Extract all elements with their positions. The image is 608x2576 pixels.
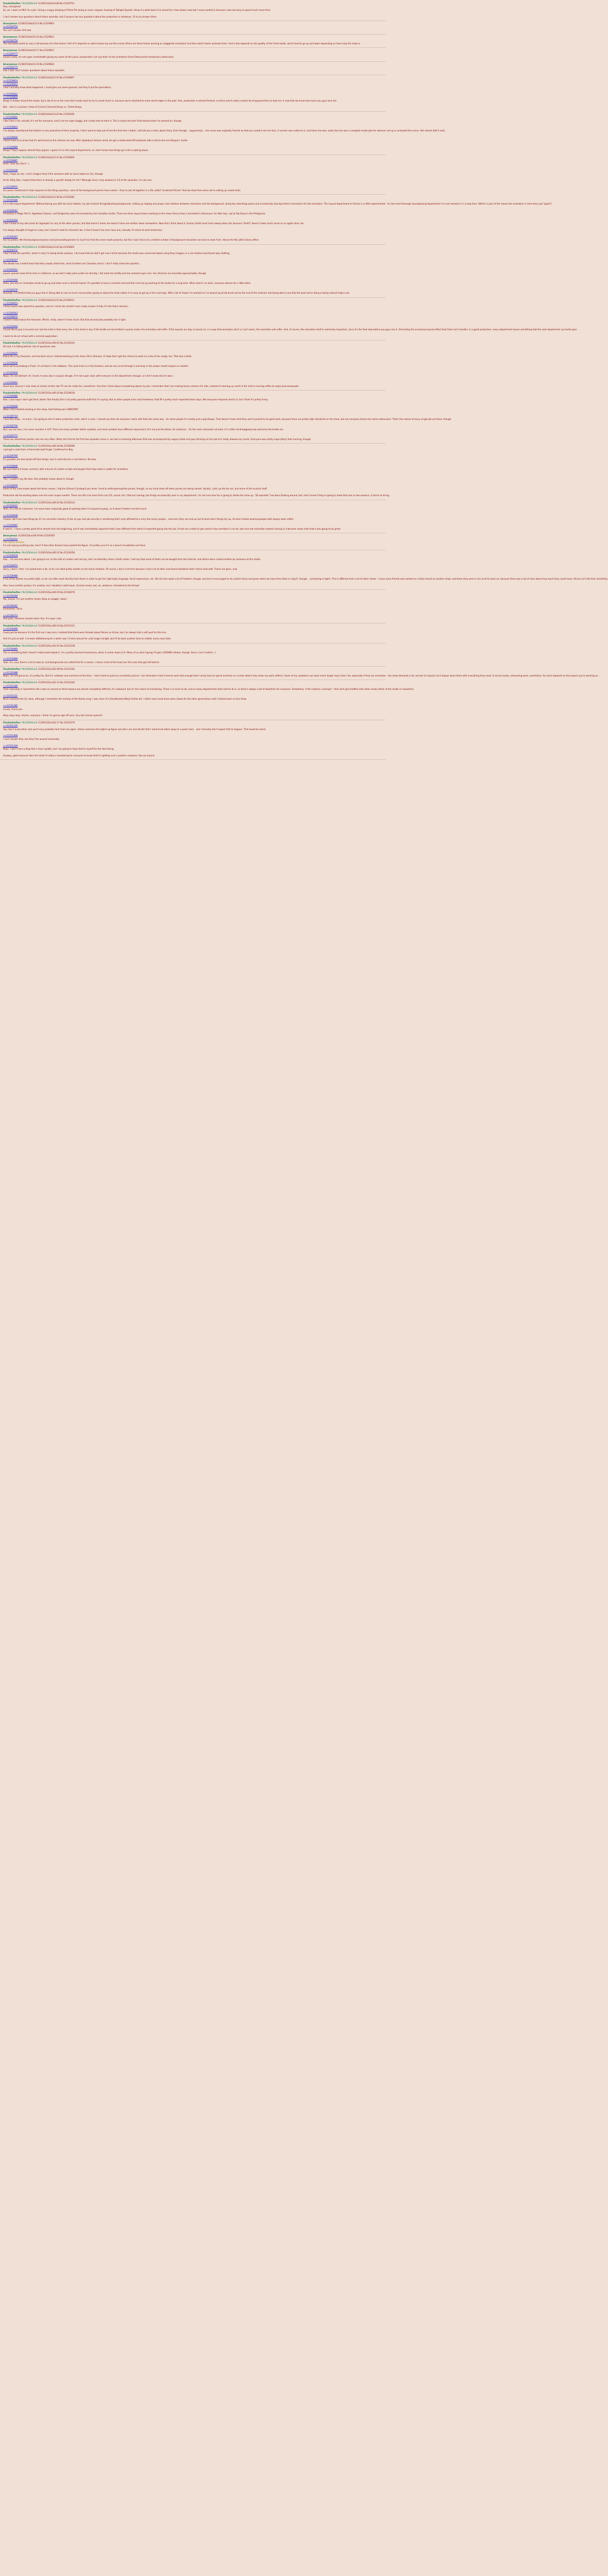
post-text: We use Flash 8 (I know, ancient), with a bunch of custom scripts and plugins that help make it usable for animation. bbox=[3, 467, 129, 470]
post-text: I don't know the specifics, which is why I'm being kinda cautious. I do know that we didn't get cow t-shirts because the studio was concerned about using Pony imagery in a non-Hasbro-sanctioned way. Sadfrog. bbox=[3, 252, 230, 255]
post-text: Haha, yes and no. Animation tends to go up and down and is contract based. It's possible to have a contract end and then not end up working at the studio for a long time. When there's no work, everyone dances for a little while. bbox=[3, 282, 251, 285]
post-text: Lauren spends most of her time in California, so we don't really work under her directly. I did meet her briefly and she seemed super nice. Our directors are all pretty approachable, though. bbox=[3, 272, 207, 275]
post-date: 11/28/15(Sat)23:17 No.21529817 bbox=[18, 49, 55, 52]
post-date: 11/28/15(Sat)23:18 No.21529823 bbox=[18, 62, 55, 65]
reply-link[interactable]: >>21529824 bbox=[3, 126, 18, 129]
tripcode: !!NsYJOEbkhxS bbox=[21, 644, 38, 647]
reply-link[interactable]: >>21531180 bbox=[3, 684, 18, 687]
post-text: I just got a note from a friend who built Angel. Confirmed he Boy. bbox=[3, 448, 74, 451]
post-text: Lovely, thank you. bbox=[3, 707, 23, 710]
post-text: almost ready. I'm not super comfortable giving my name at this point, except that I can say that I'm the animation friend Ostrocurtial mentioned a while back bbox=[3, 56, 174, 59]
tripcode: !!NsYJOEbkhxS bbox=[21, 245, 38, 248]
post-body bbox=[3, 79, 384, 109]
post-text: Some of the crew knows about the fanon names. I dig the Octavia Cyndaquil you draw. I tend to anthropomorphize ponies, though, so my mind shuts off when ponies are being named. Vocally, I pick up the fan art, and some of the musical stuff. bbox=[3, 487, 268, 490]
tripcode: !!NsYJOEbkhxS bbox=[21, 624, 38, 627]
poster-name: FlashinthePan bbox=[3, 445, 21, 448]
post-4 bbox=[0, 62, 386, 75]
post-text: Hello! Glad you like it. :) bbox=[3, 162, 29, 165]
thread bbox=[0, 0, 608, 760]
post-6 bbox=[0, 112, 446, 155]
post-body bbox=[3, 554, 608, 587]
reply-link[interactable]: >>21529671 bbox=[3, 315, 18, 318]
post-18 bbox=[0, 623, 386, 643]
reply-link[interactable]: >>21529938 bbox=[3, 514, 18, 517]
post-date: 11/28/15(Sat)23:42 No.21529605 bbox=[38, 245, 75, 248]
reply-link[interactable]: >>21531221 bbox=[3, 694, 18, 697]
tripcode: !!NsYJOEbkhxS bbox=[21, 591, 38, 594]
post-date: 11/29/15(Sun)01:01 No.21531238 bbox=[38, 644, 75, 647]
post-2 bbox=[0, 35, 386, 48]
post-text: Eeeeeeeeh. Sorry. bbox=[3, 607, 23, 611]
post-text: Friendship is Magic Part II, Applebuck Season, and Dragonshy were all animated by the Canadian studio. There are three layout teams working on the show. Every show is animated in Vancouver. So after two, I go to Top Draw in the Philippines. bbox=[3, 212, 266, 215]
post-body bbox=[3, 648, 384, 664]
reply-link[interactable]: >>21530080 bbox=[3, 574, 18, 577]
reply-link[interactable]: >>21530900 bbox=[3, 628, 18, 631]
post-body bbox=[3, 448, 390, 498]
post-text: Yeah, I hope so, too. I can't imagine they'd fire someone with as much talent as him, though. bbox=[3, 172, 103, 175]
post-text: When I first started working on the show, that feeling was CONSTANT. bbox=[3, 408, 79, 411]
poster-name: FlashinthePan bbox=[3, 591, 21, 594]
tripcode: !!NsYJOEbkhxS bbox=[21, 196, 38, 199]
reply-link[interactable]: >>21529714 bbox=[3, 414, 18, 417]
post-10 bbox=[0, 298, 578, 341]
reply-link[interactable]: >>21529771 bbox=[3, 434, 18, 437]
reply-link[interactable]: >>21529297 bbox=[3, 235, 18, 238]
reply-link[interactable]: >>21530018 bbox=[3, 554, 18, 557]
post-text: I haven't heard about the Smoozes. Which, really, doesn't mean much. But that second post probably has it right. bbox=[3, 318, 126, 321]
reply-link[interactable]: >>21529822 bbox=[3, 92, 18, 95]
reply-link[interactable]: >>21529241 bbox=[3, 209, 18, 212]
post-text: Okay okay okay, thanks, everyone. I think I'm gonna sign off soon. Any last minute queries? bbox=[3, 714, 103, 717]
reply-link[interactable]: >>21529699 bbox=[3, 404, 18, 408]
post-text: There are sometimes parties, but not very often. When the first for the first two episodes came in, we had a screening afternoon that was accompanied by sugary treats and pop (drinking on the job isn't really allowed any more). Everyone was pretty super-jittery that morning, though. bbox=[3, 437, 311, 440]
post-text: Yeah, it's a bit of a bummer. I've never been especially good at working when I'm buzzed anyway, so it doesn't bother me that much. bbox=[3, 507, 147, 511]
post-date: 11/29/15(Sun)01:13 No.21531404 bbox=[38, 681, 75, 684]
post-text: Good luck, bronny! I only draw at school; at this rate TV can be really fun, sometimes. Any time I think about complaining about my job, I remember that I am making funny cartoons for kids, instead of cleaning up vomit in the mall or serving coffee to angry businesspeople. bbox=[3, 384, 300, 387]
reply-link[interactable]: >>21530373 bbox=[3, 614, 18, 617]
tripcode: !!NsYJOEbkhxS bbox=[21, 156, 38, 159]
post-text: Could just be because it's the first one I saw once I realized that there were threads about Ponies on 4chan, but I've always had a soft spot for this one. bbox=[3, 631, 167, 634]
post-text: Derpy? They'll appear when/if they appear. I guess I'm in the Layout department, so I don't know how things go in the scripting phase. bbox=[3, 149, 149, 152]
tripcode: !!NsYJOEbkhxS bbox=[21, 298, 38, 301]
reply-link[interactable]: >>21530073 bbox=[3, 564, 18, 567]
poster-name: FlashinthePan bbox=[3, 112, 21, 115]
post-11 bbox=[0, 341, 386, 391]
post-7 bbox=[0, 155, 386, 195]
post-body bbox=[3, 116, 446, 152]
post-body bbox=[3, 538, 384, 548]
post-body bbox=[3, 66, 384, 73]
reply-link[interactable]: >>21529879 bbox=[3, 484, 18, 487]
poster-name: FlashinthePan bbox=[3, 156, 21, 159]
reply-link[interactable]: >>21529814 bbox=[3, 79, 18, 82]
post-body bbox=[3, 53, 384, 59]
post-date: 11/29/15(Sun)01:17 No.21531470 bbox=[38, 721, 75, 724]
reply-link[interactable]: >>21530985 bbox=[3, 648, 18, 651]
reply-link[interactable]: >>21529777 bbox=[3, 52, 18, 55]
post-text: Derpy is known around the studio, but a lot of us on the crew don't really want to try to sneak much in, because we're shackled to some weird edges in the past. Also, production is almost finished, so there aren't really a whole lot of opportunities to drop her in now that we know how much you guys love her. bbox=[3, 99, 337, 102]
reply-link[interactable]: >>21529593 bbox=[3, 325, 18, 328]
post-body bbox=[3, 395, 452, 441]
post-text: Never watched the G1 show, although I remember the melody of the theme song. I was more of a Ghostbusters/Ninja Turtles kid. I didn't even know there were shows for the other generations until I started work on this show. bbox=[3, 698, 247, 701]
poster-name: FlashinthePan bbox=[3, 392, 21, 395]
poster-name: Anonymous bbox=[3, 22, 18, 25]
tripcode: !!NsYJOEbkhxS bbox=[21, 501, 38, 504]
tripcode: !!NsYJOEbkhxS bbox=[21, 721, 38, 724]
post-date: 11/29/15(Sun)01:08 No.21531342 bbox=[38, 668, 75, 671]
reply-link[interactable]: >>21529636 bbox=[3, 361, 18, 364]
post-body bbox=[3, 628, 384, 641]
reply-link[interactable]: >>21529754 bbox=[3, 39, 18, 42]
post-text: I'm not saying anything new, here? A few other bronies have posted the figure. I'm pretty sure it's on a bunch of websites out there. bbox=[3, 544, 146, 547]
poster-name: Anonymous bbox=[3, 62, 18, 65]
post-text: Pinkie Pie is my favourite, and has been since I started working on the show. She's hilarious. It helps that I got the chance to work on a few of her songs, too. That was a blast. bbox=[3, 355, 192, 358]
reply-link[interactable]: >>21530022 bbox=[3, 504, 18, 507]
post-body bbox=[3, 249, 384, 295]
post-text: I've always maintained that Hasbro is very protective of their property. I don't want to step out of line the first time I debut, I will tell you a story about Glory. Even though... (apparently)... the scene was originally framed so that you couldn't see her face. A version was called on it, and there she was. Looks like she was a complete inside joke for whoever set up or animated the scene. She almost didn't exist. bbox=[3, 129, 446, 132]
post-date: 11/29/15(Sun)00:53 No.21531121 bbox=[38, 624, 75, 627]
reply-link[interactable]: >>21531419 bbox=[3, 744, 18, 747]
post-text: Also, have another picture. It's another one I doodled a while back. Ancient meme, but, uh, whatever. Unrelated to the thread. bbox=[3, 584, 140, 587]
reply-link[interactable]: >>21529813 bbox=[3, 82, 18, 86]
post-8 bbox=[0, 195, 552, 245]
post-text: Anyway, glad everyone likes the show! It really is heartening for everyone to know that it's getting such a positive response. See ya around. bbox=[3, 754, 155, 757]
post-text: I'd just like to pop in to point out, but the truth is that every line in the sheet is key. If the builds are too limited or poorly made, the animation will suffer. If the layouts are lazy or poorly (or, in a way that animators don't or can't work), the animation will suffer. And, of course, the animation itself is extremely important, since it's the final step before you guys see it. (Excluding the occasional special effect that Flash can't handle). In a good production, every department leaves something that the next department can build upon. bbox=[3, 328, 578, 331]
post-text: Sorry, I don't, I feel. I've lurked here a lot, so far I've liked pretty handle on the 4chan fanbase. Of course, I don't visit here because I had a lot of other new-found deadlines that I had to deal with. Those are gone, now. bbox=[3, 567, 238, 570]
tripcode: !!NsYJOEbkhxS bbox=[21, 551, 38, 554]
post-date: 11/28/15(Sat)23:08 No.21529754 bbox=[38, 2, 75, 5]
post-text: This, I couldn't say. No idea. She probably knows about it, though. bbox=[3, 478, 75, 481]
reply-link[interactable]: >>21529366 bbox=[3, 278, 18, 281]
post-text: I can't answer that, but they'll be around eventually. bbox=[3, 737, 60, 740]
poster-name: FlashinthePan bbox=[3, 2, 21, 5]
tripcode: !!NsYJOEbkhxS bbox=[21, 112, 38, 115]
post-19 bbox=[0, 643, 386, 667]
post-text: And yeah, someone should colour this. It's super cute. bbox=[3, 617, 62, 620]
post-text: And it's just as well. I've been dddeblening for a while now. I'll stick around for a bit longer tonight, but I'll be back another time to chatter some more later. bbox=[3, 637, 171, 640]
poster-name: FlashinthePan bbox=[3, 342, 21, 345]
reply-link[interactable]: >>21529816 bbox=[3, 135, 18, 139]
post-text: I've always thought of Angel as a boy, but I haven't read his character bio. (I don't know if we even have one, actually. I'll check at work tomorrow.) bbox=[3, 229, 163, 232]
post-body bbox=[3, 345, 384, 388]
post-text: As for Ditzy Doo, I expect that there is already a specific design for her? Although since I only worked on 1/3 of the episodes, I'm not sure. bbox=[3, 179, 152, 182]
reply-link[interactable]: >>21529543 bbox=[3, 312, 18, 315]
reply-link[interactable]: >>21529180 bbox=[3, 199, 18, 202]
reply-link[interactable]: >>21529256 bbox=[3, 218, 18, 222]
post-text: Hah... I'm not sure about. I am going to err on the side of caution and not say, lest I accidentally share a fanfic writer. I will say that some of them can be bought from the internet, and others were custom-written by someone at the studio. bbox=[3, 557, 261, 561]
post-text: You can't answer shit now bbox=[3, 28, 31, 31]
reply-link[interactable]: >>21530314 bbox=[3, 537, 18, 540]
post-text: Yep! Don't know when, but you'll very probably hear from me again. Unless someone the higher-up figure out who I am and decide that I need to be taken away to a quiet room... but I honestly don't expect that to happen. That would be weird. bbox=[3, 727, 266, 731]
post-body bbox=[3, 5, 384, 19]
post-text: It wasn't.. I have a pretty good drive almost from the beginning, and it was immediately apparent that it was different from what I'd expected going into the job. It took me a while to get used to how overdone it can be, but once the animation started coming in it became really clear that it was going to be great. bbox=[3, 527, 341, 530]
post-text: Production will be winding down over the next couple months. There are still a lot more final cuts (FX, sound, etc.) that are coming, but things are basically over in my department. I'm not sure how fun is going to divide the show up. "26 episodes" has been floating around, but I don't know if they're going to make that one or two seasons, in terms of airing. bbox=[3, 494, 390, 497]
post-date: 11/29/15(Sun)00:32 No.21530356 bbox=[38, 551, 75, 554]
reply-link[interactable]: >>21529754 bbox=[3, 25, 18, 28]
reply-link[interactable]: >>21531285 bbox=[3, 704, 18, 707]
post-12 bbox=[0, 391, 452, 444]
poster-name: FlashinthePan bbox=[3, 76, 21, 79]
post-body bbox=[3, 39, 384, 46]
poster-name: Anonymous bbox=[3, 36, 18, 39]
post-date: 11/29/15(Sun)00:10 No.21530030 bbox=[38, 392, 75, 395]
post-body bbox=[3, 159, 384, 192]
post-text: Thanks! We'll see how things go. It's an uncertain industry. It has its ups, but job security is something that's only afforded to a very few senior people... and even they can end up out of work when things dry up. At least it beats businesspeople with always work coffee. bbox=[3, 517, 294, 520]
post-text: Yeah. It's, cool, there's a lot to look at, and backgrounds are called that for a reason. I mourn most of the heat over the ones that got left behind. bbox=[3, 660, 160, 664]
post-body bbox=[3, 199, 552, 242]
post-text: Hey, everypony! bbox=[3, 5, 21, 8]
reply-link[interactable]: >>21531088 bbox=[3, 671, 18, 674]
reply-link[interactable]: >>21529820 bbox=[3, 96, 18, 99]
post-text: I think Lauren was asked this question, and as I recall she couldn't even really answer it fully. It's the Hub's decision. bbox=[3, 305, 129, 308]
post-text: As Lauren mentioned in that response to the Derpy question, none of the background ponies have names - they're just all together in a file called "Incidental Ponies" that we draw from when we're setting up crowd shots. bbox=[3, 189, 241, 192]
reply-link[interactable]: >>21529376 bbox=[3, 288, 18, 291]
reply-link[interactable]: >>21531335 bbox=[3, 724, 18, 727]
post-text: Did I see her face, I've never counted. A LOT. There are many symbols within symbols, and most symbols have different expressions (I'm not just the blinks, for instance)... for the main characters at least, it's a little mind-boggling how extensive the builds are. bbox=[3, 428, 284, 431]
post-text: The animation tends to vary a lot because of a few factors. Part of it depends on which teams lay out the scenes (there are three teams working on staggered schedules) and then which teams animate them. And it also depends on the quality of the Flash builds, which tend to go up and down depending on how crazy the show is. bbox=[3, 42, 361, 45]
poster-name: FlashinthePan bbox=[3, 196, 21, 199]
tripcode: !!NsYJOEbkhxS bbox=[21, 668, 38, 671]
reply-link[interactable]: >>21529997 bbox=[3, 524, 18, 527]
reply-link[interactable]: >>21529851 bbox=[3, 474, 18, 477]
post-date: 11/29/15(Sun)00:18 No.21530049 bbox=[38, 445, 75, 448]
post-1 bbox=[0, 21, 386, 35]
post-17 bbox=[0, 590, 386, 623]
reply-link[interactable]: >>21529756 bbox=[3, 425, 18, 428]
reply-link[interactable]: >>21529795 bbox=[3, 454, 18, 457]
reply-link[interactable]: >>21529351 bbox=[3, 268, 18, 272]
post-text: I'm in the Layout department. Without boring you with too much details, my job involves fixing/adjusting backgrounds, setting up staging and proper size relations between characters and the background, doing key (standing) poses and occasionally leaving further instructions for the animators. The Layout department on Ponies is a little experimental - it's the most thorough layout/posing department I've ever worked in in a long time. (Which is part of the reason the animation is more than just "good"). bbox=[3, 202, 552, 205]
post-text: Fair to protect. We find background ponies (and personality/ponies) so much fun that the scene reads properly, but like I said, there are a limited number of background characters we have to work from. Hence the My Little Colony effect. bbox=[3, 239, 259, 242]
post-text: I like Flash a lot, actually. It's not for everyone, and it can be super buggy, but I know how to tame it. This is easily the best Flash-based show I've worked on, though. bbox=[3, 119, 182, 122]
reply-link[interactable]: >>21529661 bbox=[3, 381, 18, 384]
poster-name: FlashinthePan bbox=[3, 298, 21, 301]
post-20 bbox=[0, 667, 599, 680]
post-14 bbox=[0, 500, 386, 534]
reply-link[interactable]: >>21531400 bbox=[3, 734, 18, 737]
post-text: Like I said, can't answer questions about future episodes. bbox=[3, 69, 65, 72]
post-body bbox=[3, 25, 384, 32]
post-date: 11/28/15(Sat)23:25 No.21529169 bbox=[38, 112, 75, 115]
poster-name: Anonymous bbox=[3, 534, 18, 537]
reply-link[interactable]: >>21529880 bbox=[3, 145, 18, 148]
poster-name: FlashinthePan bbox=[3, 668, 21, 671]
post-text: Hah, I sure hope I don't get fired, either! But frankly this is all pretty general stuff that I'm saying. But as other people have said elsewhere, Rudi M is pretty much expected these days. Not everyone responds well to it, but I think it's pretty funny. bbox=[3, 398, 269, 401]
reply-link[interactable]: >>21529272 bbox=[3, 249, 18, 252]
post-text: Nope, I'm not Dothard. As I recall, he was also in Layout, though. (I'm not super close with everyone in the department, though, so I don't know who he was.) bbox=[3, 375, 173, 378]
post-3 bbox=[0, 48, 386, 61]
post-text: I seem to do art school with a nominal application. bbox=[3, 335, 58, 338]
post-body bbox=[3, 671, 599, 678]
post-text: The Studio has a talent base that they usually draw from, most of whom are Canadian actors. I don't really know the specifics. bbox=[3, 262, 140, 265]
reply-link[interactable]: >>21529801 bbox=[3, 116, 18, 119]
reply-link[interactable]: >>21529109 bbox=[3, 169, 18, 172]
post-13 bbox=[0, 444, 390, 500]
reply-link[interactable]: >>21529775 bbox=[3, 66, 18, 69]
post-text: Nope. I don't have a blog that I never update, but I am going to keep that to myself for the time being. bbox=[3, 747, 114, 750]
reply-link[interactable]: >>21529806 bbox=[3, 464, 18, 467]
post-22 bbox=[0, 720, 386, 760]
post-body bbox=[3, 302, 578, 338]
tripcode: !!NsYJOEbkhxS bbox=[21, 342, 38, 345]
reply-link[interactable]: >>21530241 bbox=[3, 604, 18, 607]
post-body bbox=[3, 504, 384, 531]
poster-name: FlashinthePan bbox=[3, 644, 21, 647]
tripcode: !!NsYJOEbkhxS bbox=[21, 445, 38, 448]
post-date: 11/28/15(Sat)23:51 No.21529613 bbox=[38, 298, 75, 301]
post-text: 126 replies omitted bbox=[3, 540, 24, 544]
post-date: 11/29/15(Sun)00:25 No.21530314 bbox=[38, 501, 75, 504]
post-text: I love this show... so much. I am going to miss it when production ends, which is soon. I should say that not everyone I work with feels the same way - for some people it's mostly just a paycheque. That doesn't mean that they aren't pushed to do good work, because there are pretty high standards on the show, but not everyone shares the same enthusiasm. That's the nature of every single job out there, though. bbox=[3, 418, 452, 421]
post-text: Honestly, I'm thrilled that you guys like it. Being able to see so much conversation going on about the show makes it so easy to get up in the mornings. With a lot of shows I've worked on I've wound up kinda burnt out by the end of the contract, but being able to see that the work we're doing is being noticed helps a lot. bbox=[3, 292, 350, 295]
post-15 bbox=[0, 533, 386, 550]
reply-link[interactable]: >>21529971 bbox=[3, 185, 18, 189]
tripcode: !!NsYJOEbkhxS bbox=[21, 681, 38, 684]
post-text: Aw, shucks. I'm just another lonely. Keep on pluggin' away! bbox=[3, 597, 67, 600]
post-body bbox=[3, 684, 414, 718]
post-text: That's basically it. Sometimes the crews on second or third seasons are almost completely different. It's awkward, but it's the nature of scheduling. There's so much to do, and so many departments that need to do it, so there's always a bit of downtime for everyone. Sometimes, if the industry is bumpin'', then we'll get shuffled onto other shows either at the studio or elsewhere. bbox=[3, 688, 414, 691]
reply-link[interactable]: >>21529337 bbox=[3, 259, 18, 262]
post-5 bbox=[0, 75, 386, 112]
post-date: 11/29/15(Sun)00:35 No.21530470 bbox=[38, 591, 75, 594]
post-text: So, uh, I work on MLP. As a job. I bring a crappy drawing of Pinkie Pie doing an even crappier drawing of Twilight Sparkle. Draw it a while back (I've lurked for a few weeks now) but I never posted it, because I was too busy to spend much more time. bbox=[3, 8, 271, 11]
poster-name: FlashinthePan bbox=[3, 681, 21, 684]
poster-name: Anonymous bbox=[3, 49, 18, 52]
post-text: I don't actually know what happened. I could give you some guesses, but they'd just be speculation. bbox=[3, 86, 112, 89]
reply-link[interactable]: >>21529087 bbox=[3, 159, 18, 162]
tripcode: !!NsYJOEbkhxS bbox=[21, 76, 38, 79]
post-text: I think most of us know that it's well-loved on the internet, by now. After Applebuck Season aired, we got a studio-wide IM broadcast with a link to the one Shipper's Guide. bbox=[3, 139, 188, 142]
post-date: 11/29/15(Sun)00:02 No.21530142 bbox=[38, 342, 75, 345]
reply-link[interactable]: >>21529625 bbox=[3, 351, 18, 354]
poster-name: FlashinthePan bbox=[3, 245, 21, 248]
reply-link[interactable]: >>21529680 bbox=[3, 395, 18, 398]
reply-link[interactable]: >>21529658 bbox=[3, 371, 18, 375]
post-date: 11/28/15(Sat)23:36 No.21529180 bbox=[38, 196, 75, 199]
post-text: But... here is a picture I drew of Correct Coloured Derpy vs. Tinted Derpy. bbox=[3, 106, 82, 109]
post-date: 11/28/15(Sat)23:16 No.21529811 bbox=[18, 36, 55, 39]
post-16 bbox=[0, 550, 608, 590]
post-date: 11/28/15(Sat)23:31 No.21529009 bbox=[38, 156, 75, 159]
post-body bbox=[3, 595, 384, 621]
post-text: I don't know of any last name for Applejack (or any of the other ponies), but that doesn't mean she doesn't have one written down somewhere. Now that I think about it, Granny Smith must have always been old, because "Smith" doesn't make much sense as an apple store. Ha. bbox=[3, 222, 304, 225]
reply-link[interactable]: >>21530369 bbox=[3, 594, 18, 597]
post-text: Oh lord, I'm falling behind, lots of questions now. bbox=[3, 345, 56, 348]
tripcode: !!NsYJOEbkhxS bbox=[21, 2, 38, 5]
post-text: Since we're animating in Flash, it's all done in the software. The vocal track is in the timeline, and we can scrub through it and drop in the proper mouth shapes as needed. bbox=[3, 365, 189, 368]
poster-name: FlashinthePan bbox=[3, 721, 21, 724]
post-text: I can't answer any questions about future episodes, but if anyone has any questions about the production or whatever, I'll try to answer them. bbox=[3, 15, 158, 18]
post-text: A lot of the boards are pretty tight, so we can often work directly from those in order to get the right body language, facial expressions, etc. We do have quite a lot of freedom, though, and we're encouraged to do custom faces and poses when we have time (that is a big IF, though... scheduling is tight). This is different from a lot of other shows - I have some friends who worked on a Sonic board on another show, and there they were in fun at all to work on, because there was a lot of rules about how much they could move. Ponies isn't like that, thankfully. bbox=[3, 577, 608, 580]
post-0 bbox=[0, 1, 386, 21]
post-date: 11/28/15(Sat)23:14 No.21529801 bbox=[18, 22, 55, 25]
post-text: Nope, I'm not gonna lie, it's pretty fun. But it's rainbows and sunshine all the time - I don't want to paint an unrealistic picture. I am fortunate in that I tend to work fast enough that I rarely have to spend overtime on a show (which may mean my work suffers). Some of my coworkers can work much longer hours than I do, especially if they are animators - the show demands a lot, and we (in layout) can't always leave them with everything they need. It can be lonely, exhausting work, sometimes. So much depends on the project you're working on. bbox=[3, 674, 599, 677]
post-date: 11/29/15(Sun)00:29 No.21530362 bbox=[18, 534, 55, 537]
post-text: It's possible she was based off that design, but it could also be a coincidence. No idea. bbox=[3, 457, 97, 461]
post-body bbox=[3, 724, 384, 757]
post-21 bbox=[0, 680, 414, 720]
poster-name: FlashinthePan bbox=[3, 624, 21, 627]
post-9 bbox=[0, 245, 386, 298]
post-text: This is something that I haven't really heard about it. I'm a pretty low-level functionary, when it comes down to it. Many of us were hoping it'll get a DVD/BD release, though. Sorry I can't confirm. :( bbox=[3, 651, 216, 654]
reply-link[interactable]: >>21529613 bbox=[3, 302, 18, 305]
reply-link[interactable]: >>21530986 bbox=[3, 657, 18, 660]
poster-name: FlashinthePan bbox=[3, 551, 21, 554]
tripcode: !!NsYJOEbkhxS bbox=[21, 392, 38, 395]
post-date: 11/28/15(Sat)23:19 No.21529897 bbox=[38, 76, 75, 79]
poster-name: FlashinthePan bbox=[3, 501, 21, 504]
